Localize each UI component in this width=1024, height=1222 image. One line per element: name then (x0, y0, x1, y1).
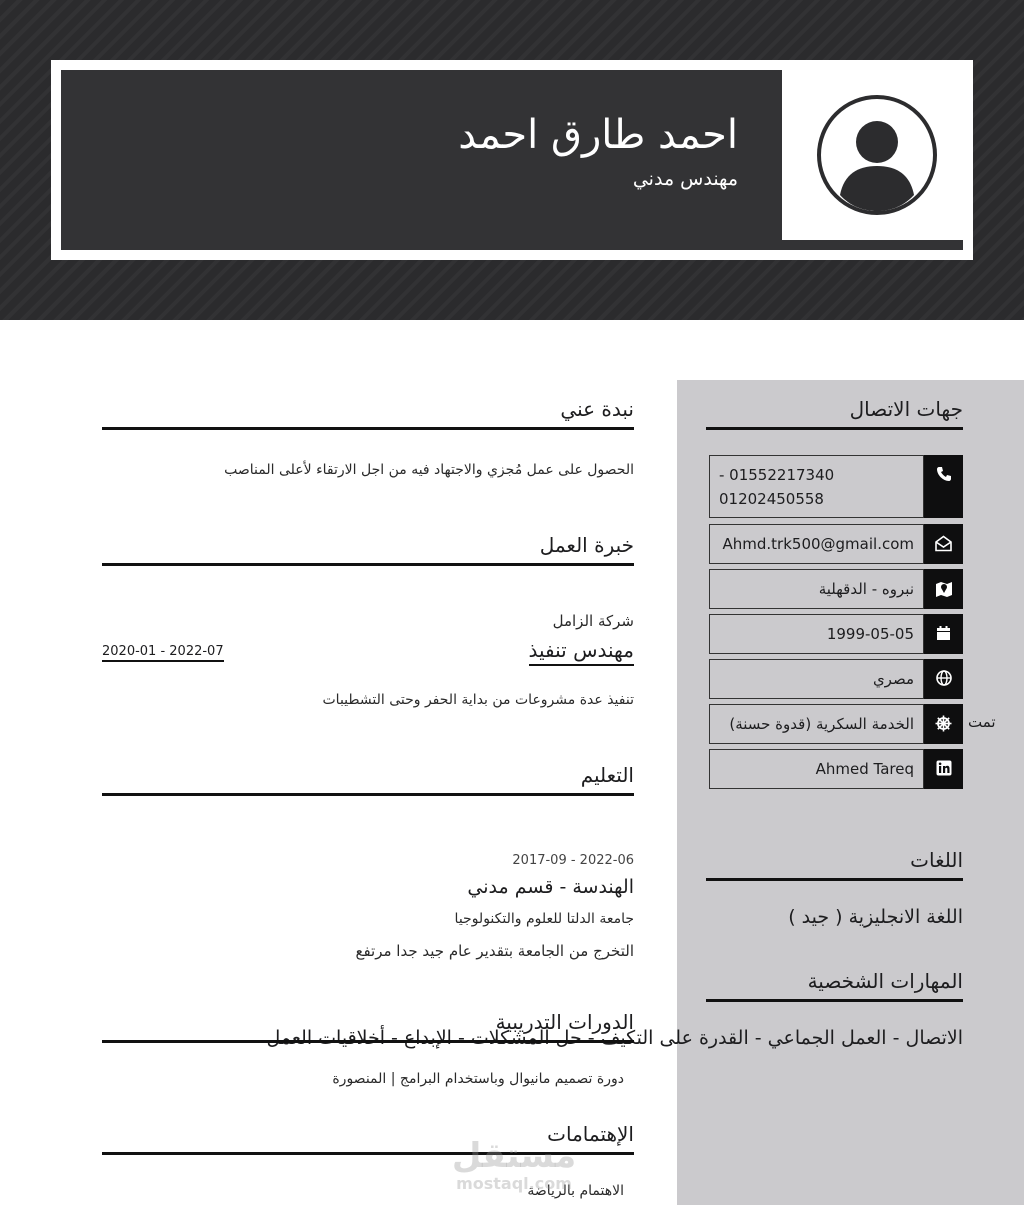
contact-location (709, 569, 963, 609)
about-text: الحصول على عمل مُجزي والاجتهاد فيه من اجل الارتقاء لأعلى المناصب (224, 462, 634, 478)
header-card (51, 60, 973, 260)
education-dates: 2017-09 - 2022-06 (512, 853, 634, 868)
email-text: Ahmd.trk500@gmail.com (722, 535, 914, 553)
phone-icon (924, 455, 963, 518)
envelope-open-icon (924, 524, 963, 564)
experience-heading: خبرة العمل (102, 533, 634, 566)
nationality-text: مصري (872, 670, 914, 688)
interests-heading: الإهتمامات (102, 1122, 634, 1155)
header-strip (782, 240, 963, 250)
experience-role: مهندس تنفيذ (529, 638, 635, 666)
education-heading: التعليم (102, 763, 634, 796)
contacts-heading: جهات الاتصال (706, 397, 963, 430)
military-overflow-text: تمت (968, 713, 996, 731)
full-name: احمد طارق احمد (458, 112, 738, 158)
contact-phone (709, 455, 963, 518)
watermark-latin: mostaql.com (456, 1174, 572, 1193)
contact-military-service (709, 704, 963, 744)
contact-nationality (709, 659, 963, 699)
calendar-icon (924, 614, 963, 654)
linkedin-icon (924, 749, 963, 789)
skills-heading: المهارات الشخصية (706, 969, 963, 1002)
header-band (0, 0, 1024, 320)
linkedin-text: Ahmed Tareq (815, 760, 914, 778)
phone-line-1: - 01552217340 (719, 465, 835, 484)
contact-birthdate (709, 614, 963, 654)
education-degree: الهندسة - قسم مدني (467, 876, 634, 898)
experience-description: تنفيذ عدة مشروعات من بداية الحفر وحتى التشطيبات (322, 692, 634, 708)
languages-heading: اللغات (706, 848, 963, 881)
globe-icon (924, 659, 963, 699)
user-avatar-icon (816, 94, 938, 216)
military-text: الخدمة السكرية (قدوة حسنة) (729, 715, 914, 733)
contact-email (709, 524, 963, 564)
interest-item: الاهتمام بالرياضة (527, 1183, 624, 1199)
location-text: نبروه - الدقهلية (818, 580, 914, 598)
skills-text: الاتصال - العمل الجماعي - القدرة على التكيف - حل المشكلات - الإبداع - أخلاقيات العمل (266, 1027, 963, 1049)
birthdate-text: 1999-05-05 (826, 625, 914, 643)
language-item: اللغة الانجليزية ( جيد ) (788, 906, 963, 928)
education-note: التخرج من الجامعة بتقدير عام جيد جدا مرتفع (355, 942, 634, 960)
courses-heading: الدورات التدريبية (102, 1010, 634, 1043)
ship-wheel-icon (924, 704, 963, 744)
job-title-header: مهندس مدني (632, 168, 738, 190)
experience-company: شركة الزامل (552, 612, 634, 630)
watermark-arabic: مستقل (451, 1136, 577, 1176)
course-item: دورة تصميم مانيوال وباستخدام البرامج | المنصورة (332, 1071, 624, 1087)
about-heading: نبدة عني (102, 397, 634, 430)
contact-linkedin (709, 749, 963, 789)
phone-line-2: 01202450558 (719, 489, 824, 508)
map-marker-icon (924, 569, 963, 609)
header-name-panel (61, 70, 782, 250)
education-university: جامعة الدلتا للعلوم والتكنولوجيا (454, 911, 634, 927)
experience-dates: 2020-01 - 2022-07 (102, 644, 224, 662)
